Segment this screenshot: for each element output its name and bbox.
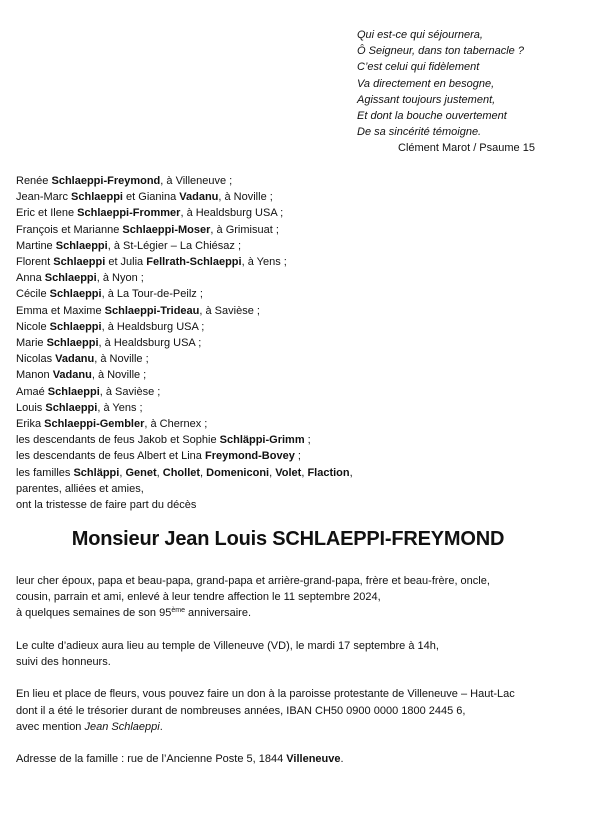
text-segment: , à St-Légier – La Chiésaz ; [107,239,242,252]
text-segment: . [340,753,344,766]
mourner-line [16,286,576,302]
text-segment: Louis [16,401,46,414]
text-segment: , à Noville ; [218,191,273,204]
text-segment: les descendants de feus Jakob et Sophie [16,434,220,447]
superscript: ème [171,607,185,615]
bold-name: Schlaeppi-Moser [122,223,211,236]
bold-name: Schlaeppi-Freymond [51,175,161,187]
epigraph-poem [357,27,577,157]
text-segment: et Gianina [123,191,180,204]
paragraph-line [16,605,576,621]
text-segment: , à Savièse ; [99,385,161,398]
bold-name: Flaction [307,466,350,479]
mourner-line [16,497,576,513]
bold-name: Volet [275,466,302,479]
text-segment: Florent [16,256,54,269]
paragraph-line [16,654,576,670]
bold-name: Schlaeppi [49,288,102,301]
text-segment: , [349,466,353,479]
paragraph [16,573,576,622]
text-segment: Adresse de la famille : rue de l’Ancienne Poste 5, 1844 [16,753,287,766]
paragraph-line [16,686,576,702]
mourner-line [16,205,576,221]
mourners-list [16,173,576,513]
text-segment: Amaé [16,385,48,398]
text-segment: , à Noville ; [94,353,149,366]
bold-name: Schlaeppi [55,239,108,252]
text-segment: , à Nyon ; [96,272,144,285]
text-segment: dont il a été le trésorier durant de nombreuses années, IBAN CH50 0900 0000 1800 2445 6, [16,704,466,717]
poem-line: Agissant toujours justement, [357,93,496,106]
mourner-line [16,222,576,238]
poem-attribution: Clément Marot / Psaume 15 [398,142,535,155]
text-segment: Erika [16,418,45,431]
mourner-line [16,254,576,270]
bold-name: Schläppi-Grimm [219,434,305,447]
poem-line: De sa sincérité témoigne. [357,126,482,139]
mourner-line [16,303,576,319]
bold-name: Schlaeppi-Trideau [104,304,200,317]
text-segment: , à Savièse ; [199,304,260,317]
text-segment: Renée [16,175,52,187]
paragraph [16,686,576,735]
bold-name: Villeneuve [286,753,341,766]
text-segment: Marie [16,337,47,350]
mourner-line [16,335,576,351]
text-segment: , [269,466,276,479]
italic-text: Jean Schlaeppi [84,720,160,733]
bold-name: Schlaeppi-Gembler [44,418,145,431]
text-segment: parentes, alliées et amies, [16,482,144,495]
text-segment: . [159,720,163,733]
text-segment: , [156,466,163,479]
mourner-line [16,189,576,205]
bold-name: Chollet [162,466,201,479]
text-segment: En lieu et place de fleurs, vous pouvez faire un don à la paroisse protestante de Villeneuve – Haut-Lac [16,688,515,701]
mourner-line [16,351,576,367]
text-segment: Anna [16,272,45,285]
poem-line: Va directement en besogne, [357,77,495,90]
text-segment: , à La Tour-de-Peilz ; [101,288,203,301]
mourner-line [16,448,576,464]
paragraph-line [16,589,576,605]
mourner-line [16,416,576,432]
text-segment: Cécile [16,288,50,301]
mourner-line [16,400,576,416]
bold-name: Schlaeppi [53,256,106,269]
text-segment: les familles [16,466,74,479]
paragraph [16,751,576,767]
bold-name: Domeniconi [206,466,270,479]
mourner-line [16,465,576,481]
bold-name: Schlaeppi [44,272,97,285]
text-segment: ; [304,434,311,447]
text-segment: , à Chernex ; [144,418,208,431]
bold-name: Vadanu [55,353,95,366]
bold-name: Vadanu [179,191,219,204]
text-segment: François et Marianne [16,223,123,236]
bold-name: Schlaeppi [47,385,100,398]
paragraph-line [16,638,576,654]
paragraph-line [16,703,576,719]
text-segment: ont la tristesse de faire part du décès [16,499,197,512]
mourner-line [16,367,576,383]
text-segment: ; [294,450,301,463]
mourner-line [16,238,576,254]
text-segment: avec mention [16,720,85,733]
text-segment: Emma et Maxime [16,304,105,317]
bold-name: Fellrath-Schlaeppi [146,256,242,269]
text-segment: Eric et Ilene [16,207,78,220]
text-segment: les descendants de feus Albert et Lina [16,450,205,463]
poem-line: Et dont la bouche ouvertement [357,110,507,123]
mourner-line [16,481,576,497]
text-segment: , [200,466,207,479]
paragraph-line [16,751,576,767]
deceased-name: Monsieur Jean Louis SCHLAEPPI-FREYMOND [71,528,505,550]
text-segment: cousin, parrain et ami, enlevé à leur tendre affection le 11 septembre 2024, [16,591,381,604]
paragraph [16,638,576,670]
poem-line: Ô Seigneur, dans ton tabernacle ? [357,45,524,58]
bold-name: Schlaeppi [45,401,98,414]
bold-name: Schlaeppi-Frommer [77,207,181,220]
text-segment: Martine [16,239,56,252]
text-segment: , à Noville ; [91,369,147,382]
mourner-line [16,432,576,448]
text-segment: et Julia [105,256,147,269]
paragraph-line [16,719,576,735]
bold-name: Schlaeppi [49,320,102,333]
text-segment: , à Grimisuat ; [210,223,279,236]
text-segment: , [301,466,308,479]
bold-name: Schläppi [73,466,120,479]
text-segment: Nicolas [16,353,56,366]
text-segment: , à Healdsburg USA ; [180,207,284,220]
bold-name: Schlaeppi [46,337,99,350]
bold-name: Vadanu [52,369,92,382]
text-segment: , à Yens ; [97,401,143,414]
text-segment: à quelques semaines de son 95 [16,607,172,620]
text-segment: Nicole [16,320,50,333]
bold-name: Genet [125,466,157,479]
poem-line: C’est celui qui fidèlement [357,61,480,74]
bold-name: Schlaeppi [71,191,123,204]
mourner-line [16,173,576,189]
mourner-line [16,319,576,335]
paragraph-line [16,573,576,589]
text-segment: , à Healdsburg USA ; [101,320,205,333]
text-segment: , à Yens ; [241,256,287,269]
text-segment: suivi des honneurs. [16,656,111,668]
text-segment: Jean-Marc [16,191,72,204]
poem-line: Qui est-ce qui séjournera, [357,29,483,41]
text-segment: , [119,466,126,479]
text-segment: Le culte d’adieux aura lieu au temple de Villeneuve (VD), le mardi 17 septembre à 14h, [16,639,439,652]
announcement-body [16,573,576,784]
text-segment: , à Healdsburg USA ; [98,337,202,350]
text-segment: anniversaire. [184,607,252,620]
text-segment: leur cher époux, papa et beau-papa, grand-papa et arrière-grand-papa, frère et beau-frère, oncle, [16,575,490,587]
mourner-line [16,270,576,286]
text-segment: , à Villeneuve ; [160,175,233,187]
bold-name: Freymond-Bovey [204,450,295,463]
mourner-line [16,384,576,400]
text-segment: Manon [16,369,53,382]
